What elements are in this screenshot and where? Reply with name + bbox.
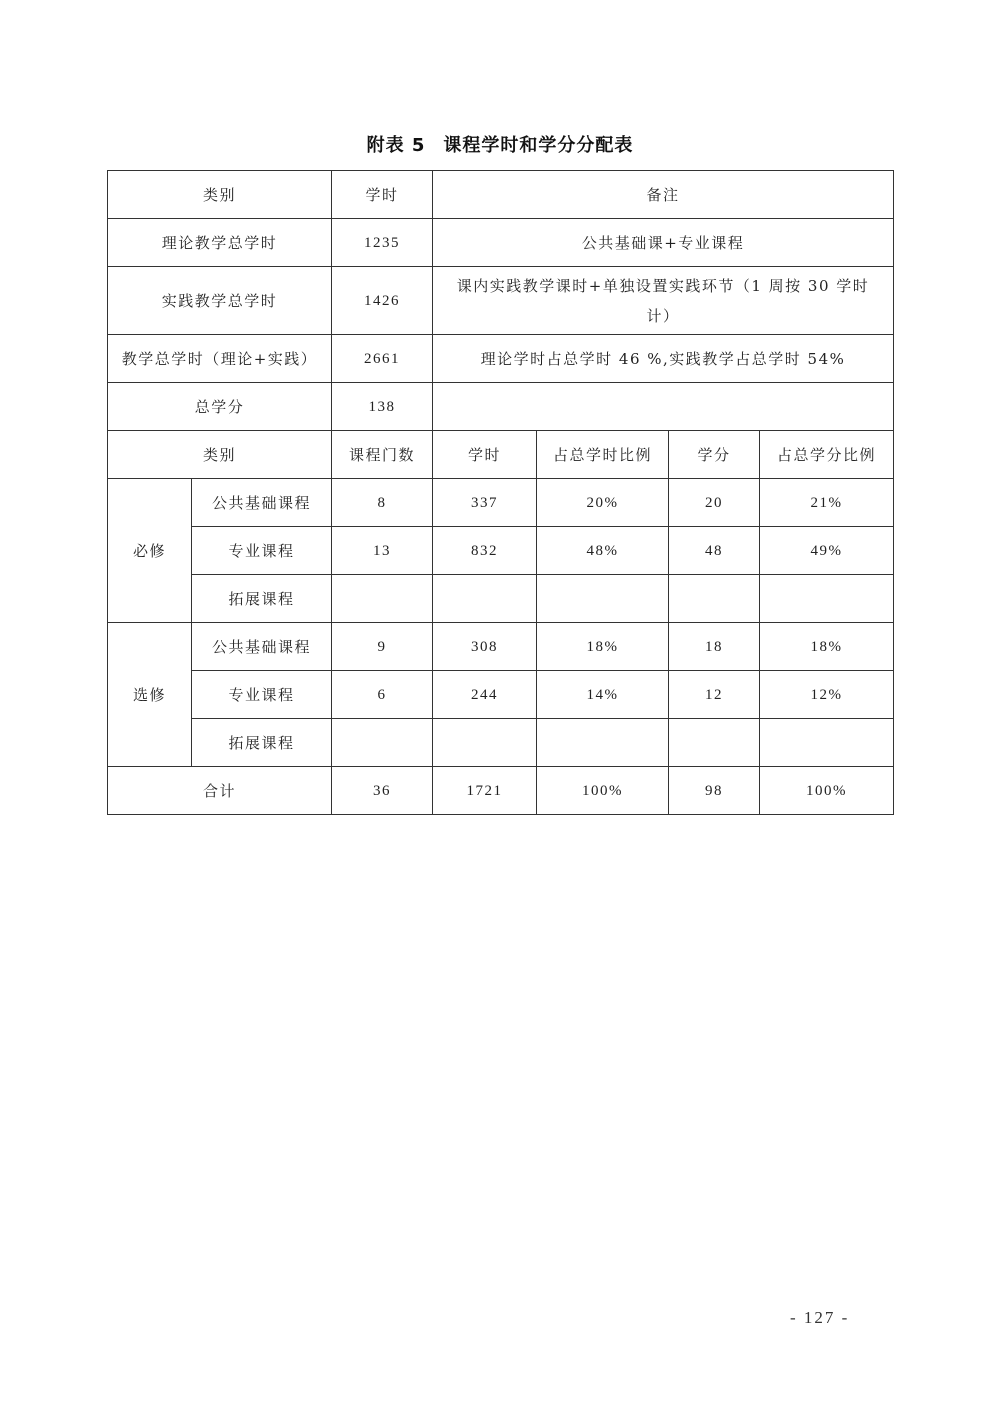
credits-ratio: 18% [760,623,894,671]
dist-header-category: 类别 [108,431,332,479]
course-type: 拓展课程 [192,719,332,767]
summary-hours: 2661 [332,335,433,383]
course-credits: 48 [669,527,760,575]
course-count: 13 [332,527,433,575]
summary-note: 公共基础课+专业课程 [433,219,894,267]
summary-label: 理论教学总学时 [108,219,332,267]
course-credits: 12 [669,671,760,719]
course-count: 9 [332,623,433,671]
total-hours-ratio: 100% [537,767,669,815]
dist-header-course-count: 课程门数 [332,431,433,479]
summary-header-category: 类别 [108,171,332,219]
summary-row [108,219,894,267]
summary-header-hours: 学时 [332,171,433,219]
course-hours [433,719,537,767]
hours-ratio [537,719,669,767]
course-credits [669,575,760,623]
summary-header-note: 备注 [433,171,894,219]
total-credits: 98 [669,767,760,815]
dist-header-credits-ratio: 占总学分比例 [760,431,894,479]
total-credits-ratio: 100% [760,767,894,815]
credits-ratio [760,719,894,767]
group-label-elective: 选修 [108,623,192,767]
course-type: 公共基础课程 [192,623,332,671]
credits-ratio: 21% [760,479,894,527]
course-count: 8 [332,479,433,527]
course-hours: 337 [433,479,537,527]
total-hours: 1721 [433,767,537,815]
hours-ratio: 18% [537,623,669,671]
course-count: 6 [332,671,433,719]
summary-hours: 1426 [332,267,433,335]
credits-ratio [760,575,894,623]
summary-note [433,383,894,431]
summary-label: 教学总学时（理论+实践） [108,335,332,383]
credit-hours-table [107,170,894,815]
summary-row [108,383,894,431]
hours-ratio: 48% [537,527,669,575]
hours-ratio: 20% [537,479,669,527]
table-title [0,131,1000,157]
distribution-header-row [108,431,894,479]
dist-header-credits: 学分 [669,431,760,479]
distribution-row [108,719,894,767]
distribution-row [108,575,894,623]
course-count [332,575,433,623]
hours-ratio: 14% [537,671,669,719]
table-title-prefix: 附表 5 [366,135,426,156]
course-credits: 18 [669,623,760,671]
total-row [108,767,894,815]
credits-ratio: 12% [760,671,894,719]
distribution-row [108,671,894,719]
summary-label: 总学分 [108,383,332,431]
group-label-required: 必修 [108,479,192,623]
summary-row [108,267,894,335]
summary-hours: 1235 [332,219,433,267]
course-hours: 308 [433,623,537,671]
course-hours: 244 [433,671,537,719]
course-type: 专业课程 [192,671,332,719]
summary-hours: 138 [332,383,433,431]
table-title-text: 课程学时和学分分配表 [443,135,634,156]
summary-note: 课内实践教学课时+单独设置实践环节（1 周按 30 学时计） [433,267,894,335]
course-count [332,719,433,767]
distribution-row [108,623,894,671]
distribution-row [108,527,894,575]
dist-header-hours: 学时 [433,431,537,479]
hours-ratio [537,575,669,623]
course-type: 专业课程 [192,527,332,575]
course-credits [669,719,760,767]
course-hours: 832 [433,527,537,575]
course-hours [433,575,537,623]
course-type: 公共基础课程 [192,479,332,527]
page-number: - 127 - [790,1308,850,1327]
dist-header-hours-ratio: 占总学时比例 [537,431,669,479]
summary-row [108,335,894,383]
total-count: 36 [332,767,433,815]
summary-note: 理论学时占总学时 46 %,实践教学占总学时 54% [433,335,894,383]
summary-label: 实践教学总学时 [108,267,332,335]
total-label: 合计 [108,767,332,815]
course-type: 拓展课程 [192,575,332,623]
credits-ratio: 49% [760,527,894,575]
course-credits: 20 [669,479,760,527]
distribution-row [108,479,894,527]
summary-header-row [108,171,894,219]
